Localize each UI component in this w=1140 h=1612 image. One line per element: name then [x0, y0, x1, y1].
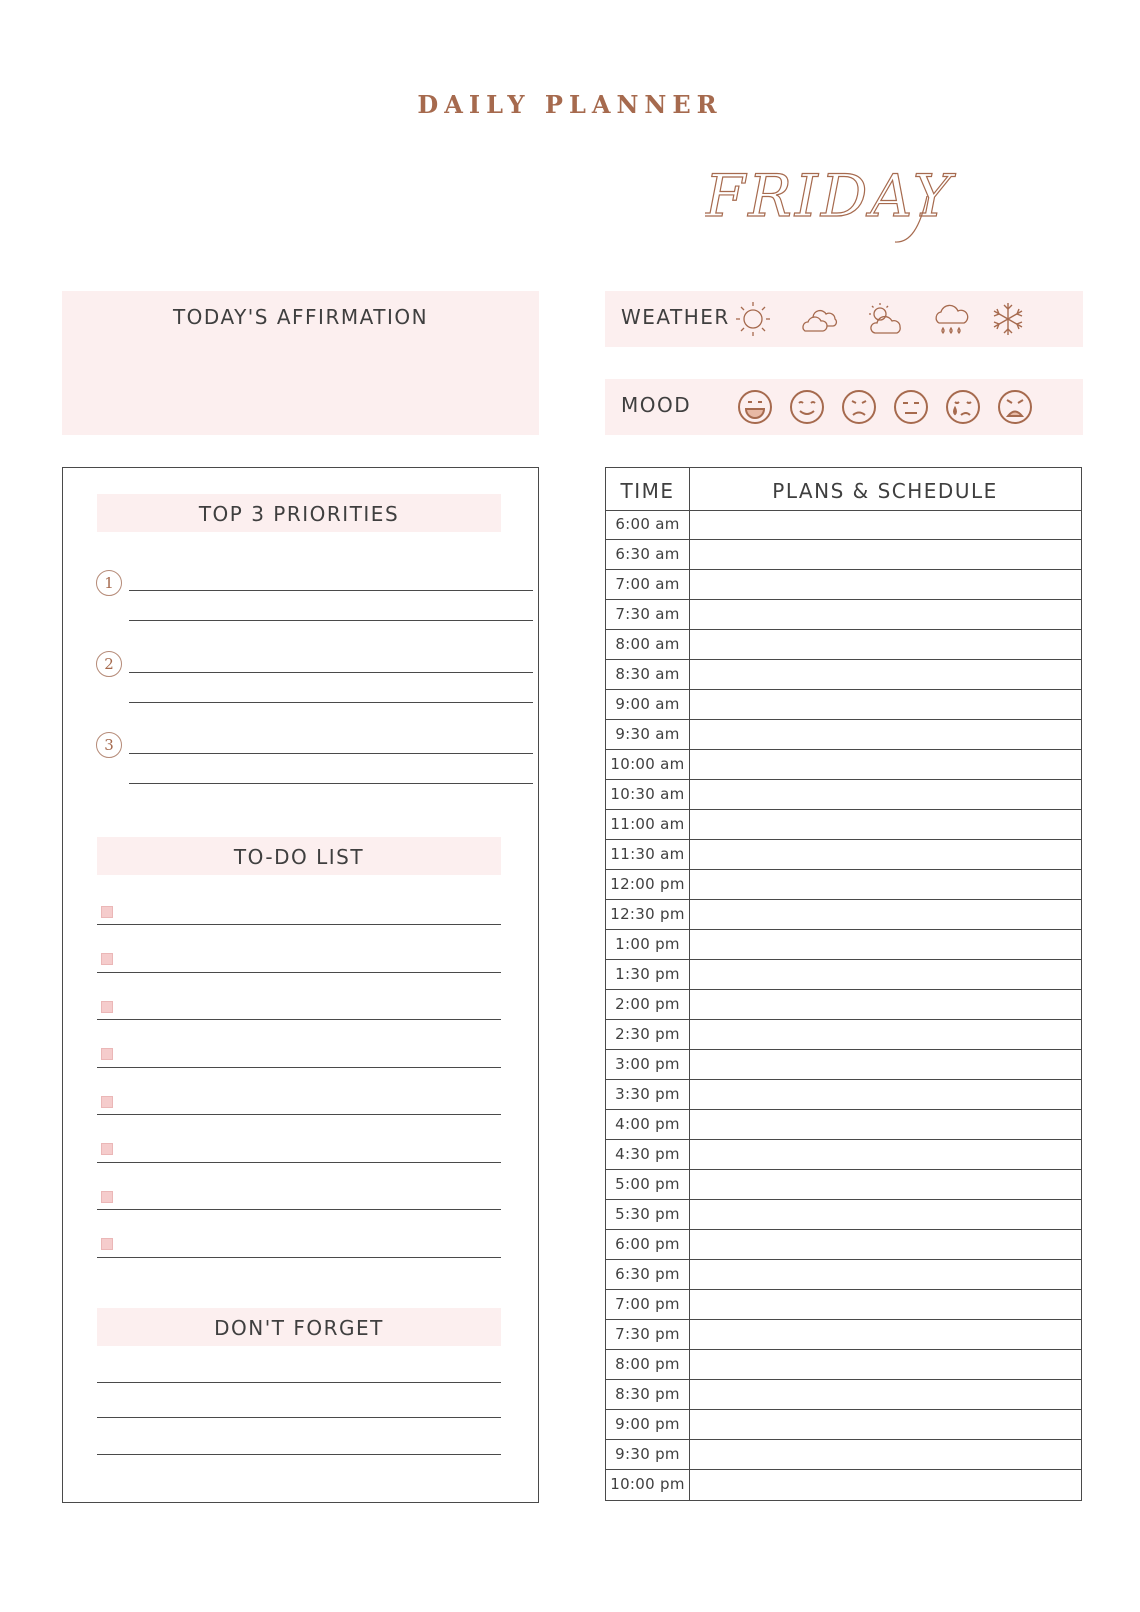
- smiling-face-icon[interactable]: [787, 387, 827, 427]
- priorities-label: TOP 3 PRIORITIES: [198, 502, 400, 526]
- priority-line[interactable]: [129, 753, 533, 754]
- sun-icon[interactable]: [733, 299, 773, 339]
- todo-header: [97, 837, 501, 875]
- todo-checkbox[interactable]: [101, 1096, 113, 1108]
- upset-face-icon[interactable]: [995, 387, 1035, 427]
- dont-forget-line[interactable]: [97, 1417, 501, 1418]
- schedule-row[interactable]: [606, 690, 1081, 720]
- todo-checkbox[interactable]: [101, 1143, 113, 1155]
- crying-face-icon[interactable]: [943, 387, 983, 427]
- slot-time: 7:00 pm: [615, 1295, 680, 1313]
- slot-time: 9:30 am: [615, 725, 680, 743]
- left-panel: [62, 467, 539, 1503]
- rain-icon[interactable]: [931, 299, 971, 339]
- slot-time: 11:00 am: [610, 815, 685, 833]
- schedule-row[interactable]: [606, 660, 1081, 690]
- slot-time: 9:30 pm: [615, 1445, 680, 1463]
- slot-time: 12:00 pm: [610, 875, 685, 893]
- dont-forget-label: DON'T FORGET: [214, 1316, 384, 1340]
- priority-line[interactable]: [129, 672, 533, 673]
- slot-time: 7:00 am: [615, 575, 680, 593]
- slot-time: 8:30 am: [615, 665, 680, 683]
- todo-checkbox[interactable]: [101, 953, 113, 965]
- slot-time: 5:30 pm: [615, 1205, 680, 1223]
- schedule-row[interactable]: [606, 600, 1081, 630]
- todo-checkbox[interactable]: [101, 1238, 113, 1250]
- schedule-row[interactable]: [606, 840, 1081, 870]
- schedule-row[interactable]: [606, 1290, 1081, 1320]
- slot-time: 3:00 pm: [615, 1055, 680, 1073]
- cloudy-icon[interactable]: [799, 299, 839, 339]
- todo-checkbox[interactable]: [101, 906, 113, 918]
- schedule-slots: [606, 510, 1081, 1500]
- priority-line[interactable]: [129, 702, 533, 703]
- slot-time: 4:00 pm: [615, 1115, 680, 1133]
- priority-number-1: 1: [96, 570, 122, 596]
- affirmation-box[interactable]: [62, 291, 539, 435]
- day-name: [705, 158, 965, 248]
- priority-line[interactable]: [129, 783, 533, 784]
- schedule-row[interactable]: [606, 510, 1081, 540]
- schedule-row[interactable]: [606, 1320, 1081, 1350]
- schedule-row[interactable]: [606, 960, 1081, 990]
- slot-time: 10:00 pm: [610, 1475, 685, 1493]
- sad-face-icon[interactable]: [839, 387, 879, 427]
- schedule-row[interactable]: [606, 1110, 1081, 1140]
- mood-label: MOOD: [621, 393, 692, 417]
- todo-line[interactable]: [97, 1019, 501, 1020]
- schedule-row[interactable]: [606, 1080, 1081, 1110]
- slot-time: 6:30 am: [615, 545, 680, 563]
- slot-time: 1:30 pm: [615, 965, 680, 983]
- slot-time: 3:30 pm: [615, 1085, 680, 1103]
- todo-line[interactable]: [97, 972, 501, 973]
- todo-line[interactable]: [97, 1162, 501, 1163]
- slot-time: 2:00 pm: [615, 995, 680, 1013]
- todo-checkbox[interactable]: [101, 1191, 113, 1203]
- todo-line[interactable]: [97, 924, 501, 925]
- todo-line[interactable]: [97, 1257, 501, 1258]
- schedule-row[interactable]: [606, 870, 1081, 900]
- slot-time: 2:30 pm: [615, 1025, 680, 1043]
- schedule-row[interactable]: [606, 1140, 1081, 1170]
- slot-time: 12:30 pm: [610, 905, 685, 923]
- slot-time: 6:30 pm: [615, 1265, 680, 1283]
- schedule-row[interactable]: [606, 1230, 1081, 1260]
- slot-time: 8:30 pm: [615, 1385, 680, 1403]
- todo-line[interactable]: [97, 1067, 501, 1068]
- partly-sunny-icon[interactable]: [865, 299, 905, 339]
- slot-time: 6:00 pm: [615, 1235, 680, 1253]
- page-title: DAILY PLANNER: [417, 90, 723, 119]
- slot-time: 4:30 pm: [615, 1145, 680, 1163]
- priority-line[interactable]: [129, 620, 533, 621]
- schedule-row[interactable]: [606, 720, 1081, 750]
- dont-forget-header: [97, 1308, 501, 1346]
- schedule-row[interactable]: [606, 1260, 1081, 1290]
- mood-row: [605, 379, 1083, 435]
- priority-number-2: 2: [96, 651, 122, 677]
- schedule-row[interactable]: [606, 1470, 1081, 1500]
- dont-forget-line[interactable]: [97, 1382, 501, 1383]
- priority-number-3: 3: [96, 732, 122, 758]
- slot-time: 10:00 am: [610, 755, 685, 773]
- snowflake-icon[interactable]: [988, 299, 1028, 339]
- slot-time: 1:00 pm: [615, 935, 680, 953]
- time-header: TIME: [620, 479, 675, 503]
- schedule-row[interactable]: [606, 990, 1081, 1020]
- slot-time: 9:00 am: [615, 695, 680, 713]
- slot-time: 11:30 am: [610, 845, 685, 863]
- todo-line[interactable]: [97, 1209, 501, 1210]
- affirmation-label: TODAY'S AFFIRMATION: [172, 305, 429, 329]
- priority-line[interactable]: [129, 590, 533, 591]
- priorities-header: [97, 494, 501, 532]
- schedule-row[interactable]: [606, 1410, 1081, 1440]
- todo-label: TO-DO LIST: [233, 845, 365, 869]
- schedule-row[interactable]: [606, 630, 1081, 660]
- schedule-table: [605, 467, 1082, 1501]
- plans-header: PLANS & SCHEDULE: [772, 479, 998, 503]
- schedule-row[interactable]: [606, 1170, 1081, 1200]
- schedule-row[interactable]: [606, 1200, 1081, 1230]
- neutral-face-icon[interactable]: [891, 387, 931, 427]
- schedule-header: [606, 468, 1081, 511]
- weather-label: WEATHER: [621, 305, 730, 329]
- schedule-row[interactable]: [606, 900, 1081, 930]
- slot-time: 9:00 pm: [615, 1415, 680, 1433]
- slot-time: 7:30 pm: [615, 1325, 680, 1343]
- schedule-row[interactable]: [606, 930, 1081, 960]
- schedule-row[interactable]: [606, 1440, 1081, 1470]
- schedule-row[interactable]: [606, 780, 1081, 810]
- slot-time: 7:30 am: [615, 605, 680, 623]
- dont-forget-line[interactable]: [97, 1454, 501, 1455]
- weather-row: [605, 291, 1083, 347]
- schedule-row[interactable]: [606, 810, 1081, 840]
- schedule-row[interactable]: [606, 1350, 1081, 1380]
- day-text: FRIDAY: [705, 162, 955, 230]
- slot-time: 8:00 pm: [615, 1355, 680, 1373]
- schedule-row[interactable]: [606, 1020, 1081, 1050]
- todo-checkbox[interactable]: [101, 1001, 113, 1013]
- slot-time: 10:30 am: [610, 785, 685, 803]
- slot-time: 5:00 pm: [615, 1175, 680, 1193]
- todo-checkbox[interactable]: [101, 1048, 113, 1060]
- slot-time: 6:00 am: [615, 515, 680, 533]
- slot-time: 8:00 am: [615, 635, 680, 653]
- schedule-row[interactable]: [606, 1050, 1081, 1080]
- schedule-row[interactable]: [606, 570, 1081, 600]
- schedule-row[interactable]: [606, 1380, 1081, 1410]
- grinning-face-icon[interactable]: [735, 387, 775, 427]
- schedule-row[interactable]: [606, 750, 1081, 780]
- todo-line[interactable]: [97, 1114, 501, 1115]
- schedule-row[interactable]: [606, 540, 1081, 570]
